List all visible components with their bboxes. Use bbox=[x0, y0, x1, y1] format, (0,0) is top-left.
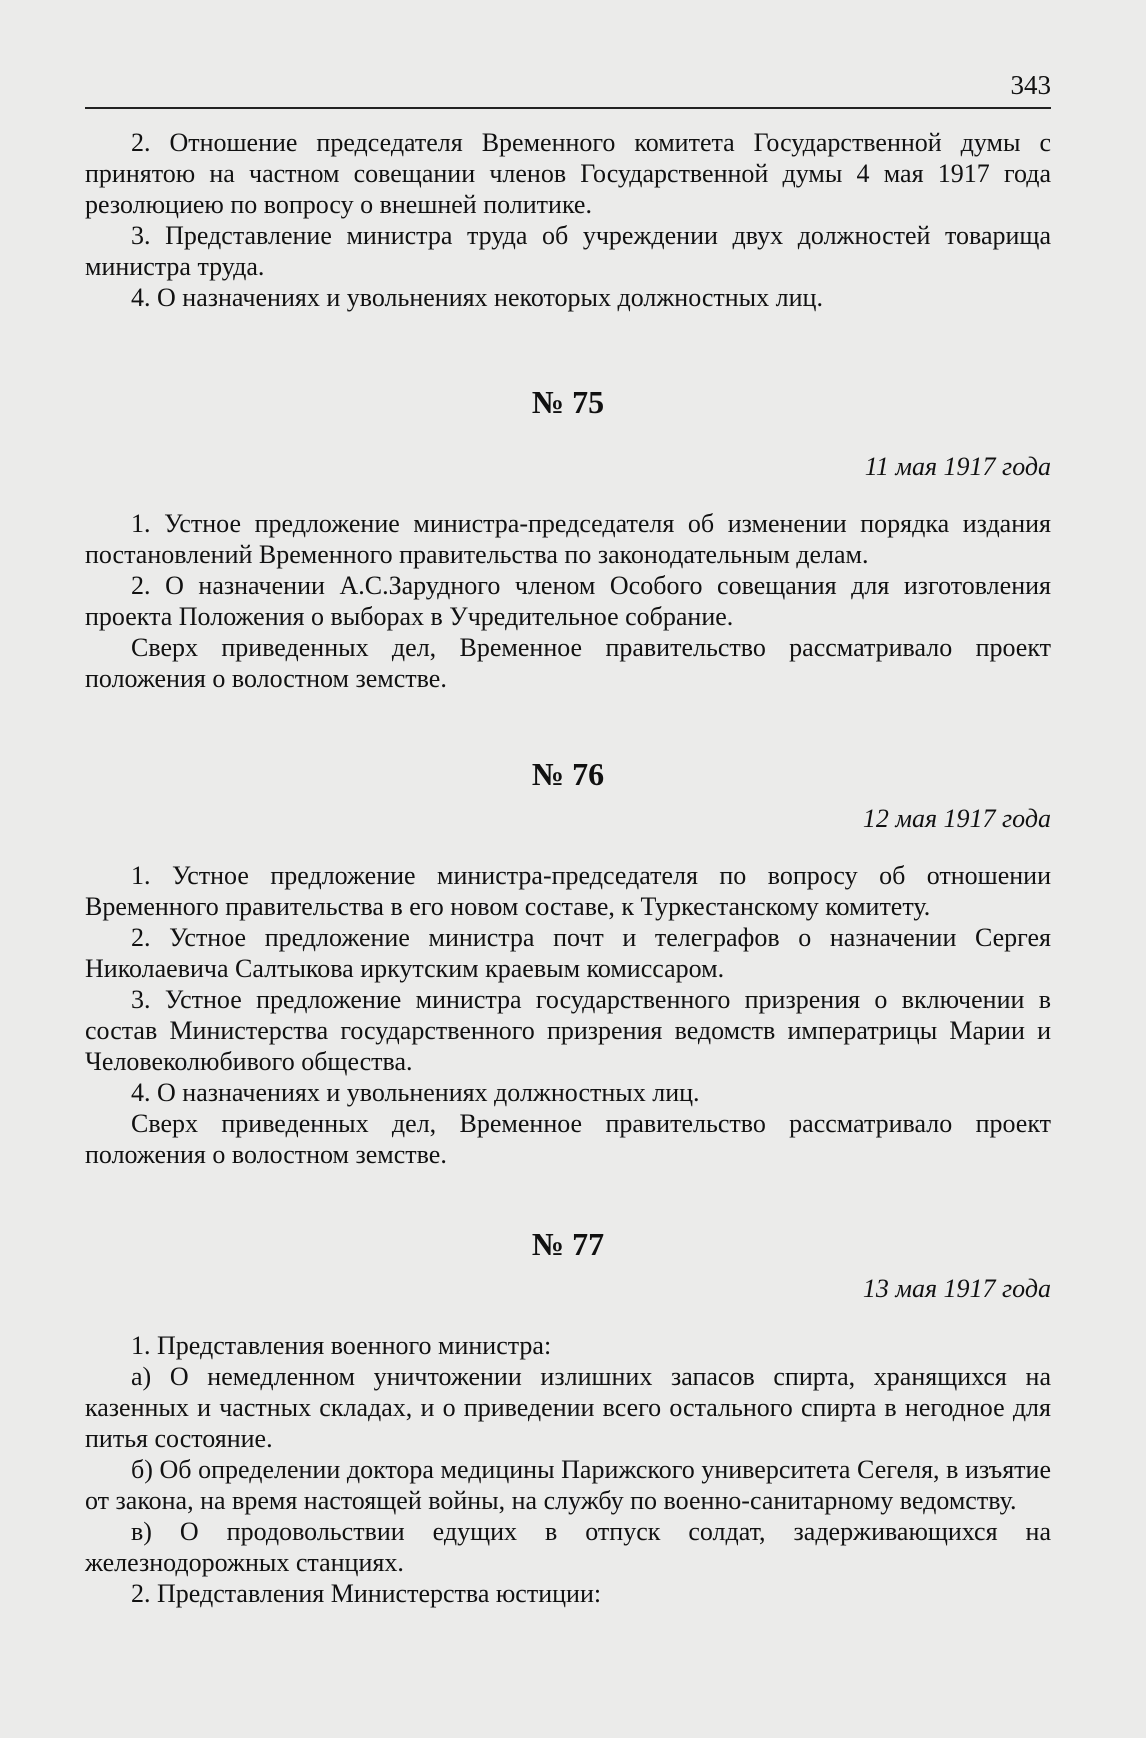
intro-block bbox=[85, 127, 1051, 313]
paragraph: 3. Представление министра труда об учреждении двух должностей товарища министра труда. bbox=[85, 221, 1051, 281]
section-76-body bbox=[85, 860, 1051, 1170]
section-number-76: № 76 bbox=[531, 756, 605, 792]
page-number: 343 bbox=[1010, 70, 1051, 100]
section-75-body bbox=[85, 508, 1051, 694]
paragraph: Сверх приведенных дел, Временное правительство рассматривало проект положения о волостном земстве. bbox=[85, 633, 1051, 693]
paragraph: 1. Устное предложение министра-председателя об изменении порядка издания постановлений Временного правительства по законодательным делам. bbox=[85, 509, 1051, 569]
paragraph: 4. О назначениях и увольнениях должностных лиц. bbox=[131, 1078, 700, 1107]
section-77-body bbox=[85, 1330, 1051, 1609]
section-date-76: 12 мая 1917 года bbox=[862, 804, 1051, 833]
paragraph: 2. О назначении А.С.Зарудного членом Особого совещания для изготовления проекта Положения о выборах в Учредительное собрание. bbox=[85, 571, 1051, 631]
paragraph: 2. Представления Министерства юстиции: bbox=[131, 1579, 602, 1608]
paragraph: Сверх приведенных дел, Временное правительство рассматривало проект положения о волостном земстве. bbox=[85, 1109, 1051, 1169]
paragraph: 4. О назначениях и увольнениях некоторых должностных лиц. bbox=[131, 283, 823, 312]
paragraph: 2. Отношение председателя Временного комитета Государственной думы с принятою на частном совещании членов Государственной думы 4 мая 1917 года резолюциею по вопросу о внешней политике. bbox=[85, 128, 1051, 219]
section-number-77: № 77 bbox=[531, 1226, 605, 1262]
section-date-75: 11 мая 1917 года bbox=[864, 452, 1051, 481]
paragraph: в) О продовольствии едущих в отпуск солдат, задерживающихся на железнодорожных станциях. bbox=[85, 1517, 1051, 1577]
paragraph: 3. Устное предложение министра государственного призрения о включении в состав Министерства государственного призрения ведомств императрицы Марии и Человеколюбивого общества. bbox=[85, 985, 1051, 1076]
paragraph: 2. Устное предложение министра почт и телеграфов о назначении Сергея Николаевича Салтыкова иркутским краевым комиссаром. bbox=[85, 923, 1051, 983]
section-date-77: 13 мая 1917 года bbox=[862, 1274, 1051, 1303]
paragraph: 1. Устное предложение министра-председателя по вопросу об отношении Временного правительства в его новом составе, к Туркестанскому комитету. bbox=[85, 861, 1051, 921]
header-rule bbox=[85, 107, 1051, 109]
section-number-75: № 75 bbox=[531, 384, 605, 420]
paragraph: 1. Представления военного министра: bbox=[131, 1331, 552, 1360]
paragraph: б) Об определении доктора медицины Парижского университета Сегеля, в изъятие от закона, на время настоящей войны, на службу по военно-санитарному ведомству. bbox=[85, 1455, 1051, 1515]
paragraph: а) О немедленном уничтожении излишних запасов спирта, хранящихся на казенных и частных складах, и о приведении всего остального спирта в негодное для питья состояние. bbox=[85, 1362, 1051, 1453]
